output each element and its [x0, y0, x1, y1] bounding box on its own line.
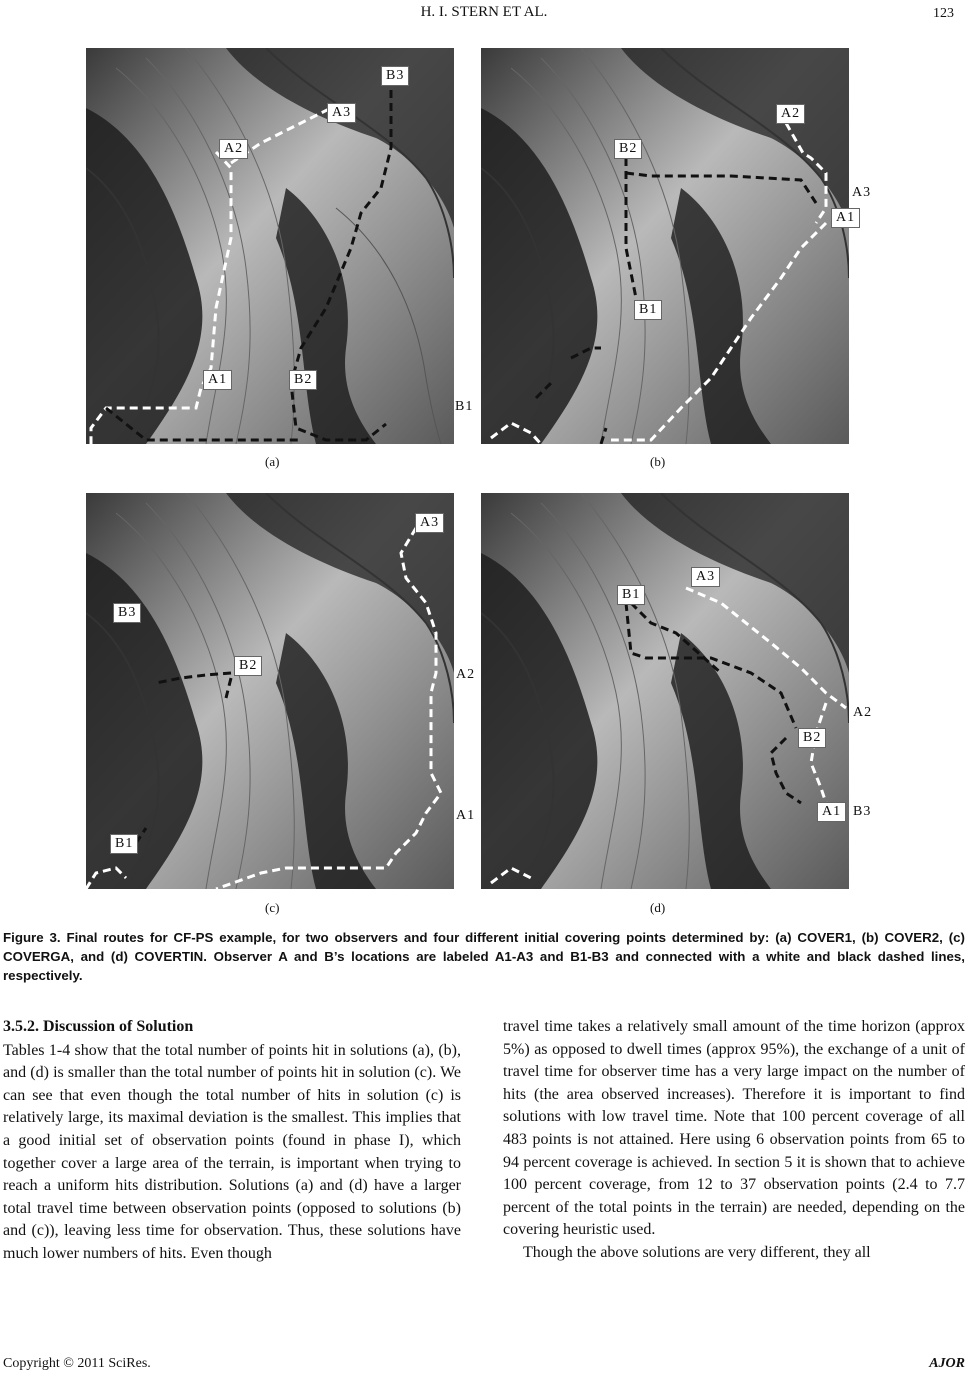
marker-label-B2: B2 — [614, 139, 642, 159]
marker-label-B1: B1 — [110, 834, 138, 854]
marker-label-B3: B3 — [853, 804, 872, 819]
journal-name: AJOR — [929, 1356, 965, 1371]
page-header — [0, 0, 968, 30]
page-number: 123 — [933, 6, 954, 21]
marker-label-B1: B1 — [455, 399, 474, 414]
text-column-left — [3, 1016, 461, 1266]
figure-caption: Figure 3. Final routes for CF-PS example, for two observers and four different initial covering points determined by: (a) COVER1, (b) COVER2, (c) COVERGA, and (d) COVERTIN. Observer A and B’s locations are labeled A1-A3 and B1-B3 and connected with a white and black dashed lines, respectively. — [3, 930, 965, 983]
marker-label-A3: A3 — [691, 567, 720, 587]
marker-label-A2: A2 — [853, 705, 873, 720]
copyright-notice: Copyright © 2011 SciRes. — [3, 1356, 151, 1371]
body-paragraph: Tables 1-4 show that the total number of points hit in solutions (a), (b), and (d) is smaller than the total number of points hit in solution (c). We can see that even though the total number of hits in solution (c) is relatively large, its maximal deviation is the smallest. This implies that a good initial set of observation points (found in phase I), which together cover a large area of the terrain, is important when trying to reach a uniform hits distribution. Solutions (a) and (d) have a larger total travel time between observation points (opposed to solutions (b) and (c)), leaving less time for observation. Thus, these solutions have much lower numbers of hits. Even though — [3, 1041, 461, 1262]
marker-label-A3: A3 — [415, 513, 444, 533]
subfigure-caption-c: (c) — [265, 900, 280, 915]
marker-label-A2: A2 — [776, 104, 805, 124]
marker-label-B1: B1 — [634, 300, 662, 320]
subfigure-caption-b: (b) — [650, 454, 666, 469]
marker-label-B3: B3 — [381, 66, 409, 86]
section-heading: 3.5.2. Discussion of Solution — [3, 1018, 194, 1035]
subfigure-caption-a: (a) — [265, 454, 280, 469]
marker-label-A2: A2 — [219, 139, 248, 159]
marker-label-B2: B2 — [289, 370, 317, 390]
marker-label-B1: B1 — [617, 585, 645, 605]
running-title: H. I. STERN ET AL. — [420, 4, 548, 20]
marker-label-A1: A1 — [817, 802, 846, 822]
figure-panel-d — [481, 493, 849, 889]
figure-panel-a — [86, 48, 454, 444]
marker-label-A1: A1 — [203, 370, 232, 390]
body-paragraph: travel time takes a relatively small amount of the time horizon (approx 5%) as opposed to dwell times (approx 95%), the exchange of a unit of travel time for observer time has a very large impact on the number of hits (the area observed increases). Therefore it is important to find solutions with low travel time. Note that 100 percent coverage of all 483 points is not attained. Here using 6 observation points from 65 to 94 percent coverage is achieved. In section 5 it is shown that to achieve 100 percent coverage, from 12 to 37 observation points (2.4 to 7.7 percent of the total points in the terrain) are needed, depending on the covering heuristic used. — [503, 1018, 965, 1239]
marker-label-B2: B2 — [234, 656, 262, 676]
page-footer — [3, 1356, 965, 1378]
subfigure-caption-d: (d) — [650, 900, 666, 915]
marker-label-A1: A1 — [831, 208, 860, 228]
figure-panel-c — [86, 493, 454, 889]
terrain-map-c — [86, 493, 454, 889]
marker-label-A1: A1 — [456, 808, 476, 823]
text-column-right — [503, 1016, 965, 1265]
marker-label-A2: A2 — [456, 667, 476, 682]
marker-label-A3: A3 — [852, 185, 872, 200]
marker-label-B2: B2 — [798, 728, 826, 748]
terrain-map-d — [481, 493, 849, 889]
terrain-map-a — [86, 48, 454, 444]
marker-label-B3: B3 — [113, 603, 141, 623]
body-paragraph: Though the above solutions are very different, they all — [523, 1243, 871, 1261]
marker-label-A3: A3 — [327, 103, 356, 123]
